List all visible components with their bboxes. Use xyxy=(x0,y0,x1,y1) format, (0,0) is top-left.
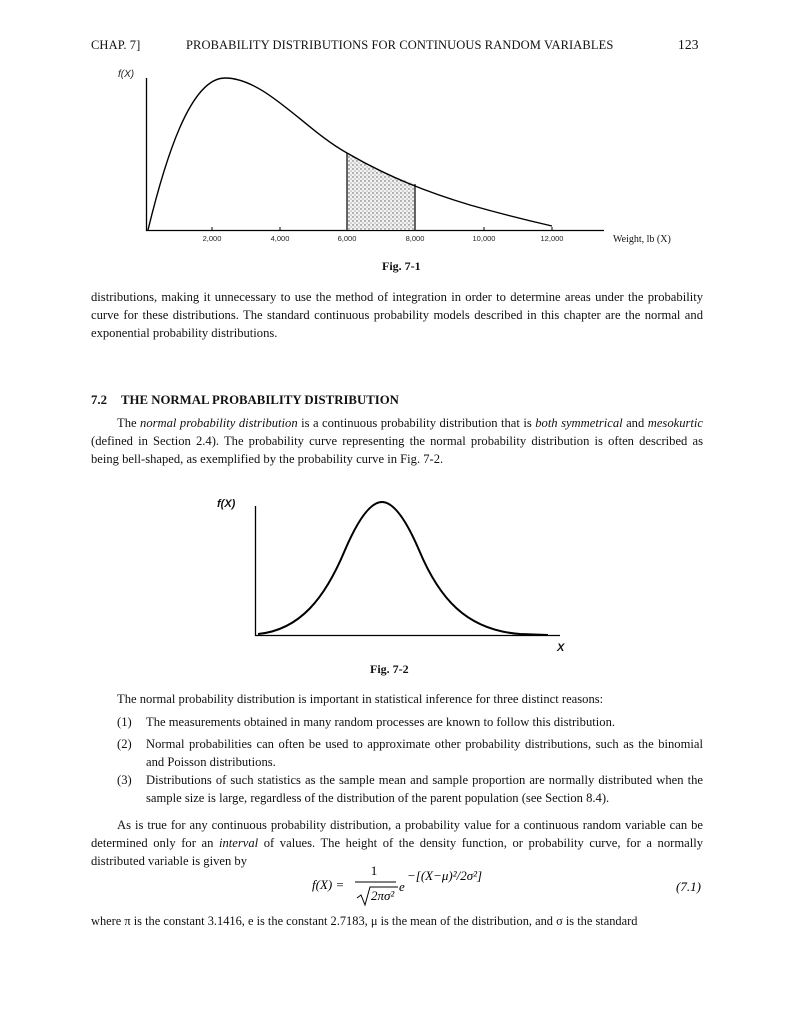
list-item xyxy=(117,735,703,771)
equation-lhs: f(X) = xyxy=(312,877,345,892)
chapter-label: CHAP. 7] xyxy=(91,38,141,52)
equation-number: (7.1) xyxy=(676,879,701,894)
equation-exponent: −[(X−μ)²/2σ²] xyxy=(407,868,483,883)
page-number: 123 xyxy=(678,37,699,52)
figure-7-2 xyxy=(0,480,791,660)
y-axis-label: f(X) xyxy=(217,498,236,510)
section-number: 7.2 xyxy=(91,393,107,407)
emphasis: both symmetrical xyxy=(535,416,623,430)
emphasis: normal probability distribution xyxy=(140,416,298,430)
equation-7-1 xyxy=(0,862,791,910)
paragraph: where π is the constant 3.1416, e is the constant 2.7183, μ is the mean of the distribution, and σ is the standard xyxy=(91,914,638,928)
figure-1-caption: Fig. 7-1 xyxy=(382,259,421,273)
paragraph: As is true for any continuous probability distribution, a probability value for a continuous random variable can be determined only for an interval of values. The height of the density function, or probability curve, for a normally distributed variable is given by xyxy=(91,818,703,868)
y-axis-label: f(X) xyxy=(118,69,135,80)
x-axis-label: Weight, lb (X) xyxy=(613,234,671,245)
section-title: THE NORMAL PROBABILITY DISTRIBUTION xyxy=(121,393,399,407)
tick-label: 2,000 xyxy=(202,234,222,243)
list-text: Normal probabilities can often be used to approximate other probability distributions, such as the binomial and Poisson distributions. xyxy=(146,737,703,769)
list-item xyxy=(117,771,703,807)
tick-label: 12,000 xyxy=(540,234,564,243)
list-number: (1) xyxy=(117,715,132,729)
paragraph: The normal probability distribution is a continuous probability distribution that is both symmetrical and mesokurtic (defined in Section 2.4). The probability curve representing the normal probability distribution is often described as being bell-shaped, as exemplified by the probability curve in Fig. 7-2. xyxy=(91,416,703,466)
figure-2-caption: Fig. 7-2 xyxy=(370,662,409,676)
running-title: PROBABILITY DISTRIBUTIONS FOR CONTINUOUS RANDOM VARIABLES xyxy=(186,38,614,52)
list-number: (3) xyxy=(117,773,132,787)
list-text: The measurements obtained in many random processes are known to follow this distribution. xyxy=(146,715,616,729)
tick-label: 8,000 xyxy=(405,234,425,243)
shaded-region xyxy=(347,153,415,230)
paragraph: The normal probability distribution is important in statistical inference for three distinct reasons: xyxy=(117,692,604,706)
emphasis: mesokurtic xyxy=(647,416,703,430)
tick-label: 6,000 xyxy=(337,234,357,243)
equation-radicand: 2πσ² xyxy=(371,888,395,903)
bell-curve xyxy=(258,502,548,635)
list-number: (2) xyxy=(117,737,132,751)
tick-label: 10,000 xyxy=(472,234,496,243)
list-text: Distributions of such statistics as the sample mean and sample proportion are normally distributed when the sample size is large, regardless of the distribution of the parent population (see Section 8.4). xyxy=(146,773,703,805)
equation-numerator: 1 xyxy=(370,863,378,878)
section-heading xyxy=(91,393,399,408)
list-item xyxy=(117,713,703,731)
paragraph: distributions, making it unnecessary to use the method of integration in order to determine areas under the probability curve for these distributions. The standard continuous probability models described in this chapter are the normal and exponential probability distributions. xyxy=(91,290,703,340)
x-axis-label: X xyxy=(557,642,565,654)
emphasis: interval xyxy=(218,836,259,850)
figure-7-1 xyxy=(0,0,791,260)
tick-label: 4,000 xyxy=(270,234,290,243)
equation-base: e xyxy=(399,879,405,894)
